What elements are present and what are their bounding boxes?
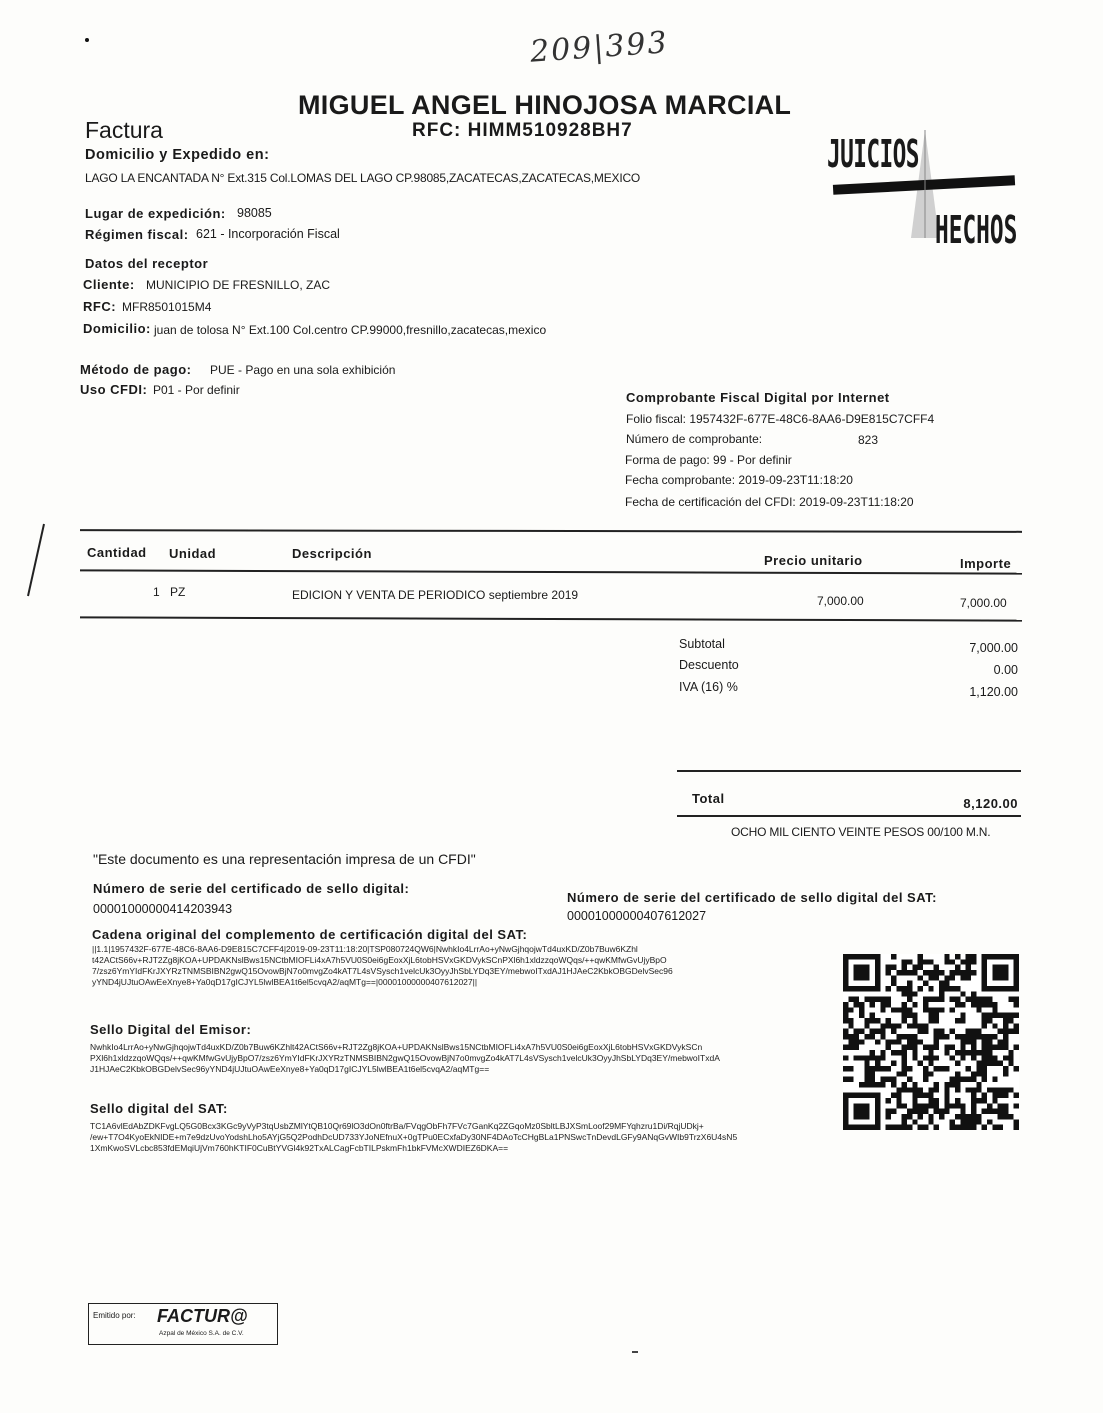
serie-cert-value: 00001000000414203943 <box>93 902 233 916</box>
total-top-rule <box>677 770 1021 772</box>
cadena-label: Cadena original del complemento de certificación digital del SAT: <box>92 927 528 942</box>
regimen-value: 621 - Incorporación Fiscal <box>196 227 340 241</box>
logo-line2: HECHOS <box>935 208 1018 252</box>
total-bottom-rule <box>677 815 1021 817</box>
fecha-certificacion: Fecha de certificación del CFDI: 2019-09-23T11:18:20 <box>625 495 914 509</box>
serie-cert-label: Número de serie del certificado de sello digital: <box>93 881 410 896</box>
total-label: Total <box>692 791 725 806</box>
subtotal-label: Subtotal <box>679 637 725 651</box>
total-value: 8,120.00 <box>963 796 1018 811</box>
uso-label: Uso CFDI: <box>80 382 148 397</box>
logo-line1: JUICIOS <box>827 132 919 176</box>
descuento-value: 0.00 <box>993 663 1018 677</box>
emitido-por-box <box>88 1303 278 1345</box>
uso-value: P01 - Por definir <box>153 383 240 397</box>
handwritten-folio: 209|393 <box>528 25 670 70</box>
emitido-por-label: Emitido por: <box>93 1311 136 1320</box>
serie-cert-sat-value: 00001000000407612027 <box>567 909 707 923</box>
folio-fiscal: Folio fiscal: 1957432F-677E-48C6-8AA6-D9E815C7CFF4 <box>626 412 935 426</box>
sello-emisor-line-3: J1HJAeC2KbkOBGDelvSec96yYND4jUJtuOAwEeXnye8+Ya0qD17gICJYL5lwlBEA1t6el5cvqA2/aqMTg== <box>90 1064 490 1074</box>
cadena-line-1: ||1.1|1957432F-677E-48C6-8AA6-D9E815C7CFF4|2019-09-23T11:18:20|TSP080724QW6|NwhkIo4LrrAo+yNwGjhqojwTd4uxKD/Z0b7Buw6KZhl <box>92 944 638 954</box>
sello-sat-line-2: /ew+T7O4KyoEkNIDE+m7e9dzUvoYodshLho5AYjG5Q2PodhDcUD733YJoNEfnuX+0gTPu0ECxfaDy30NF4DAoTcCHgBLa1PNSwcTnDevdLGFy9ANqGvWIb9TrzX6U4sN5 <box>90 1132 738 1142</box>
speck-bottom <box>632 1351 638 1353</box>
cliente-label: Cliente: <box>83 277 135 292</box>
lugar-value: 98085 <box>237 206 272 220</box>
total-letra: OCHO MIL CIENTO VEINTE PESOS 00/100 M.N. <box>731 825 991 839</box>
cfdi-heading: Comprobante Fiscal Digital por Internet <box>626 390 890 405</box>
iva-label: IVA (16) % <box>679 680 738 694</box>
juicios-hechos-logo <box>825 120 1035 260</box>
issuer-name: MIGUEL ANGEL HINOJOSA MARCIAL <box>298 90 792 120</box>
domicilio-value: LAGO LA ENCANTADA N° Ext.315 Col.LOMAS DEL LAGO CP.98085,ZACATECAS,ZACATECAS,MEXICO <box>85 171 641 185</box>
row-unidad: PZ <box>170 585 186 599</box>
col-cantidad: Cantidad <box>87 545 147 560</box>
regimen-label: Régimen fiscal: <box>85 227 189 242</box>
cadena-line-2: t42ACtS66v+RJT2Zg8jKOA+UPDAKNslBws15NCtbMIOFLi4xA7h5VU0S0ei6gEoxXjL6tobHSVxGKDVykSCnPXl6h1xldzzqoWQqs/++qwKMfwGvUjyBpO <box>92 955 667 965</box>
descuento-label: Descuento <box>679 658 739 672</box>
doc-type: Factura <box>85 117 163 143</box>
col-precio: Precio unitario <box>764 553 863 568</box>
receptor-domicilio-value: juan de tolosa N° Ext.100 Col.centro CP.99000,fresnillo,zacatecas,mexico <box>154 323 547 337</box>
row-precio: 7,000.00 <box>817 594 864 608</box>
pen-stroke <box>22 520 52 600</box>
facturae-logo: FACTUR@ <box>157 1306 248 1326</box>
table-bottom-rule <box>80 616 1022 621</box>
sello-sat-line-3: 1XmKwoSVLcbc853fdEMqiUjVm760hKTIF0CuBtYVGl4k92TxALCagFcbTILPskmFh1bkFVMcXWDIEZ6DKA== <box>90 1143 509 1153</box>
sello-sat-label: Sello digital del SAT: <box>90 1101 228 1116</box>
fecha-comprobante: Fecha comprobante: 2019-09-23T11:18:20 <box>625 473 853 487</box>
forma-pago: Forma de pago: 99 - Por definir <box>625 453 792 467</box>
table-header-rule <box>80 569 1022 574</box>
metodo-label: Método de pago: <box>80 362 192 377</box>
iva-value: 1,120.00 <box>969 685 1018 699</box>
cadena-line-4: yYND4jUJtuOAwEeXnye8+Ya0qD17gICJYL5lwlBEA1t6el5cvqA2/aqMTg==|00001000000407612027|| <box>92 977 478 987</box>
row-importe: 7,000.00 <box>960 596 1007 610</box>
sello-emisor-label: Sello Digital del Emisor: <box>90 1022 252 1037</box>
sello-emisor-line-1: NwhkIo4LrrAo+yNwGjhqojwTd4uxKD/Z0b7Buw6KZhlt42ACtS66v+RJT2Zg8jKOA+UPDAKNslBws15NCtbMIOFLi4xA7h5VU0S0ei6gEoxXjL6tobHSVxGKDVykSCn <box>90 1042 703 1052</box>
sello-emisor-line-2: PXl6h1xldzzqoWQqs/++qwKMfwGvUjyBpO7/zsz6YmYIdFKrJXYRzTNMSBIBN2gwQ15OvowBjN7o0mvgZo4kAT7L4sVSysch1velcUk3OyyJhSbLYDq3EY/mebwoITxdA <box>90 1053 720 1063</box>
cadena-line-3: 7/zsz6YmYIdFKrJXYRzTNMSBIBN2gwQ15OvowBjN7o0mvgZo4kAT7L4sVSysch1velcUk3OyyJhSbLYDq3EY/mebwoITxdAJ1HJAeC2KbkOBGDelvSec96 <box>92 966 673 976</box>
col-descripcion: Descripción <box>292 546 372 561</box>
numero-value: 823 <box>858 433 879 447</box>
speck <box>85 38 89 42</box>
serie-cert-sat-label: Número de serie del certificado de sello digital del SAT: <box>567 890 937 905</box>
receptor-heading: Datos del receptor <box>85 256 209 271</box>
issuer-rfc: RFC: HIMM510928BH7 <box>412 120 633 141</box>
sello-sat-line-1: TC1A6vlEdAbZDKFvgLQ5G0Bcx3KGc9yVyP3tqUsbZMlYtQB10Qr69lO3dOn0ftrBa/FVqgObFh7FVc7GanKq2ZGqoMz0SbltLBJXSmLoof29MFYqhzru1Di/RqjUDkj+ <box>90 1121 704 1131</box>
row-descripcion: EDICION Y VENTA DE PERIODICO septiembre 2019 <box>292 588 579 602</box>
receptor-rfc-value: MFR8501015M4 <box>122 300 212 314</box>
table-top-rule <box>80 529 1022 532</box>
numero-label: Número de comprobante: <box>626 432 763 446</box>
cliente-value: MUNICIPIO DE FRESNILLO, ZAC <box>146 278 331 292</box>
row-cantidad: 1 <box>153 585 160 599</box>
metodo-value: PUE - Pago en una sola exhibición <box>210 363 396 377</box>
domicilio-label: Domicilio y Expedido en: <box>85 147 270 163</box>
lugar-label: Lugar de expedición: <box>85 206 226 221</box>
facturae-sub: Azpal de México S.A. de C.V. <box>159 1330 244 1337</box>
qr-code <box>843 952 1019 1132</box>
receptor-rfc-label: RFC: <box>83 299 117 314</box>
subtotal-value: 7,000.00 <box>969 641 1018 655</box>
representacion-impresa: "Este documento es una representación impresa de un CFDI" <box>93 851 476 867</box>
receptor-domicilio-label: Domicilio: <box>83 321 151 336</box>
col-unidad: Unidad <box>169 546 217 561</box>
col-importe: Importe <box>960 556 1012 571</box>
